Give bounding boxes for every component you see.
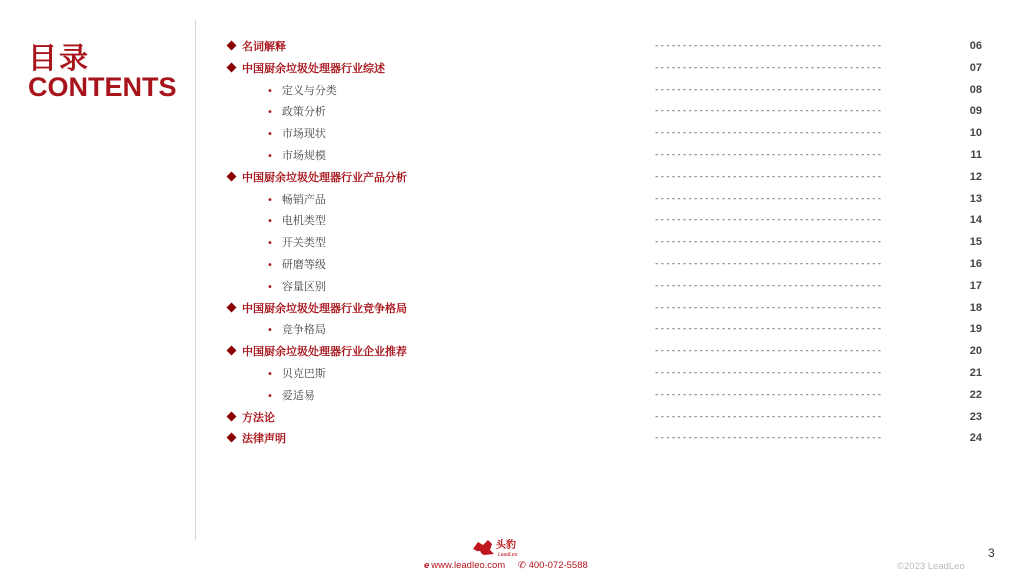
website-text: www.leadleo.com bbox=[431, 560, 506, 571]
toc-page-number: 10 bbox=[969, 127, 982, 140]
logo-text: 头豹 bbox=[496, 540, 516, 551]
toc-section-row[interactable] bbox=[228, 232, 988, 254]
toc-page-number: 09 bbox=[969, 105, 982, 118]
toc-page-number: 16 bbox=[969, 257, 982, 270]
toc-leader: ----------------------------------------- bbox=[654, 193, 883, 204]
toc-leader: ----------------------------------------- bbox=[654, 171, 883, 182]
toc-entry-text: 定义与分类 bbox=[281, 83, 337, 97]
toc-section-row[interactable] bbox=[228, 319, 988, 341]
phone-text: 400-072-5588 bbox=[528, 560, 588, 571]
toc-entry-text: 畅销产品 bbox=[281, 192, 326, 206]
toc-entry-text: 容量区别 bbox=[281, 279, 326, 293]
toc-entry-text: 贝克巴斯 bbox=[281, 366, 326, 380]
toc-entry-label bbox=[267, 210, 326, 233]
toc-entry-label bbox=[267, 276, 326, 299]
diamond-bullet-icon bbox=[227, 41, 237, 51]
dot-bullet-icon: • bbox=[267, 129, 273, 141]
toc-entry-label bbox=[228, 36, 286, 58]
toc-page-number: 06 bbox=[969, 40, 982, 52]
copyright: ©2023 LeadLeo bbox=[897, 561, 965, 572]
toc-page-number: 13 bbox=[969, 192, 982, 205]
toc-entry-label bbox=[228, 341, 407, 363]
toc-entry-label bbox=[267, 232, 326, 255]
toc-section-row[interactable] bbox=[228, 210, 988, 232]
toc-entry-text: 市场现状 bbox=[281, 127, 326, 141]
toc-page-number: 12 bbox=[969, 170, 982, 183]
diamond-bullet-icon bbox=[227, 171, 237, 181]
toc-page-number: 07 bbox=[969, 61, 982, 74]
toc-page-number: 15 bbox=[969, 236, 982, 249]
phone-contact bbox=[518, 560, 588, 571]
title-cn: 目录 bbox=[28, 41, 91, 75]
toc-leader: ----------------------------------------- bbox=[654, 367, 883, 378]
toc-leader: ----------------------------------------- bbox=[654, 346, 883, 357]
toc-entry-label bbox=[267, 254, 326, 277]
dot-bullet-icon: • bbox=[267, 238, 273, 250]
phone-icon: ✆ bbox=[518, 560, 526, 571]
toc-entry-text: 法律声明 bbox=[242, 432, 286, 446]
toc-entry-label bbox=[267, 189, 326, 212]
toc-entry-text: 市场规模 bbox=[281, 148, 326, 162]
toc-entry-label bbox=[267, 385, 315, 408]
dot-bullet-icon: • bbox=[267, 281, 273, 293]
dot-bullet-icon: • bbox=[267, 368, 273, 380]
toc-leader: ----------------------------------------- bbox=[654, 411, 883, 422]
dot-bullet-icon: • bbox=[267, 325, 273, 337]
toc-leader: ----------------------------------------- bbox=[654, 41, 883, 51]
diamond-bullet-icon bbox=[227, 302, 237, 312]
toc-section-row[interactable] bbox=[228, 363, 988, 385]
toc-chapter-row[interactable] bbox=[228, 428, 988, 450]
toc-entry-text: 中国厨余垃圾处理器行业企业推荐 bbox=[242, 345, 407, 359]
toc-chapter-row[interactable] bbox=[228, 167, 988, 189]
dot-bullet-icon: • bbox=[267, 390, 273, 402]
toc-chapter-row[interactable] bbox=[228, 341, 988, 363]
diamond-bullet-icon bbox=[227, 62, 237, 72]
website-icon: e bbox=[424, 560, 430, 571]
toc-entry-label bbox=[267, 363, 326, 386]
website-link[interactable] bbox=[424, 560, 505, 571]
toc-entry-label bbox=[228, 428, 286, 450]
toc-page-number: 23 bbox=[969, 410, 982, 423]
leadleo-logo bbox=[470, 536, 530, 558]
diamond-bullet-icon bbox=[227, 433, 237, 443]
toc-leader: ----------------------------------------- bbox=[654, 324, 883, 335]
toc-entry-text: 竞争格局 bbox=[281, 323, 326, 337]
toc-section-row[interactable] bbox=[228, 80, 988, 102]
toc-leader: ----------------------------------------- bbox=[654, 258, 883, 269]
toc-chapter-row[interactable] bbox=[228, 298, 988, 320]
toc-leader: ----------------------------------------- bbox=[654, 215, 883, 226]
table-of-contents bbox=[228, 36, 988, 450]
toc-page-number: 11 bbox=[970, 148, 982, 161]
diamond-bullet-icon bbox=[227, 346, 237, 356]
toc-section-row[interactable] bbox=[228, 189, 988, 211]
toc-section-row[interactable] bbox=[228, 254, 988, 276]
dot-bullet-icon: • bbox=[267, 107, 273, 119]
toc-page-number: 24 bbox=[969, 432, 982, 445]
toc-entry-label bbox=[228, 58, 385, 80]
toc-page-number: 20 bbox=[969, 345, 982, 358]
toc-page-number: 18 bbox=[969, 301, 982, 314]
logo-subtext: LeadLeo bbox=[498, 552, 518, 558]
toc-entry-text: 爱适易 bbox=[281, 388, 315, 402]
toc-leader: ----------------------------------------- bbox=[654, 433, 883, 444]
toc-chapter-row[interactable] bbox=[228, 58, 988, 80]
toc-leader: ----------------------------------------- bbox=[654, 106, 883, 117]
toc-leader: ----------------------------------------- bbox=[654, 237, 883, 248]
toc-entry-label bbox=[228, 167, 407, 189]
toc-leader: ----------------------------------------- bbox=[654, 84, 883, 95]
toc-entry-text: 中国厨余垃圾处理器行业竞争格局 bbox=[242, 301, 407, 315]
toc-entry-label bbox=[228, 407, 275, 429]
toc-entry-text: 名词解释 bbox=[242, 40, 286, 53]
toc-entry-text: 方法论 bbox=[242, 410, 275, 424]
toc-leader: ----------------------------------------- bbox=[654, 128, 883, 139]
vertical-divider bbox=[195, 20, 196, 540]
toc-leader: ----------------------------------------- bbox=[654, 149, 883, 160]
toc-leader: ----------------------------------------- bbox=[654, 302, 883, 313]
toc-entry-text: 电机类型 bbox=[281, 214, 326, 228]
toc-page-number: 19 bbox=[969, 323, 982, 336]
diamond-bullet-icon bbox=[227, 411, 237, 421]
toc-entry-label bbox=[267, 145, 326, 168]
toc-entry-text: 开关类型 bbox=[281, 236, 326, 250]
page-number: 3 bbox=[988, 546, 995, 560]
toc-section-row[interactable] bbox=[228, 276, 988, 298]
dot-bullet-icon: • bbox=[267, 259, 273, 271]
toc-entry-label bbox=[267, 80, 337, 103]
dot-bullet-icon: • bbox=[267, 194, 273, 206]
toc-entry-label bbox=[267, 101, 326, 124]
toc-leader: ----------------------------------------- bbox=[654, 280, 883, 291]
toc-page-number: 14 bbox=[969, 214, 982, 227]
dot-bullet-icon: • bbox=[267, 216, 273, 228]
toc-entry-text: 中国厨余垃圾处理器行业综述 bbox=[242, 61, 385, 75]
toc-chapter-row[interactable] bbox=[228, 36, 988, 58]
toc-entry-text: 中国厨余垃圾处理器行业产品分析 bbox=[242, 170, 407, 184]
toc-entry-label bbox=[267, 319, 326, 342]
dot-bullet-icon: • bbox=[267, 150, 273, 162]
toc-section-row[interactable] bbox=[228, 385, 988, 407]
toc-section-row[interactable] bbox=[228, 101, 988, 123]
dot-bullet-icon: • bbox=[267, 85, 273, 97]
toc-entry-text: 研磨等级 bbox=[281, 257, 326, 271]
toc-leader: ----------------------------------------- bbox=[654, 389, 883, 400]
toc-chapter-row[interactable] bbox=[228, 407, 988, 429]
toc-leader: ----------------------------------------- bbox=[654, 62, 883, 73]
toc-entry-label bbox=[267, 123, 326, 146]
toc-section-row[interactable] bbox=[228, 123, 988, 145]
toc-entry-label bbox=[228, 298, 407, 320]
toc-page-number: 17 bbox=[969, 279, 982, 292]
toc-page-number: 22 bbox=[969, 388, 982, 401]
toc-page-number: 21 bbox=[969, 366, 982, 379]
toc-section-row[interactable] bbox=[228, 145, 988, 167]
toc-entry-text: 政策分析 bbox=[281, 105, 326, 119]
title-en: CONTENTS bbox=[28, 72, 177, 102]
toc-page-number: 08 bbox=[969, 83, 982, 96]
